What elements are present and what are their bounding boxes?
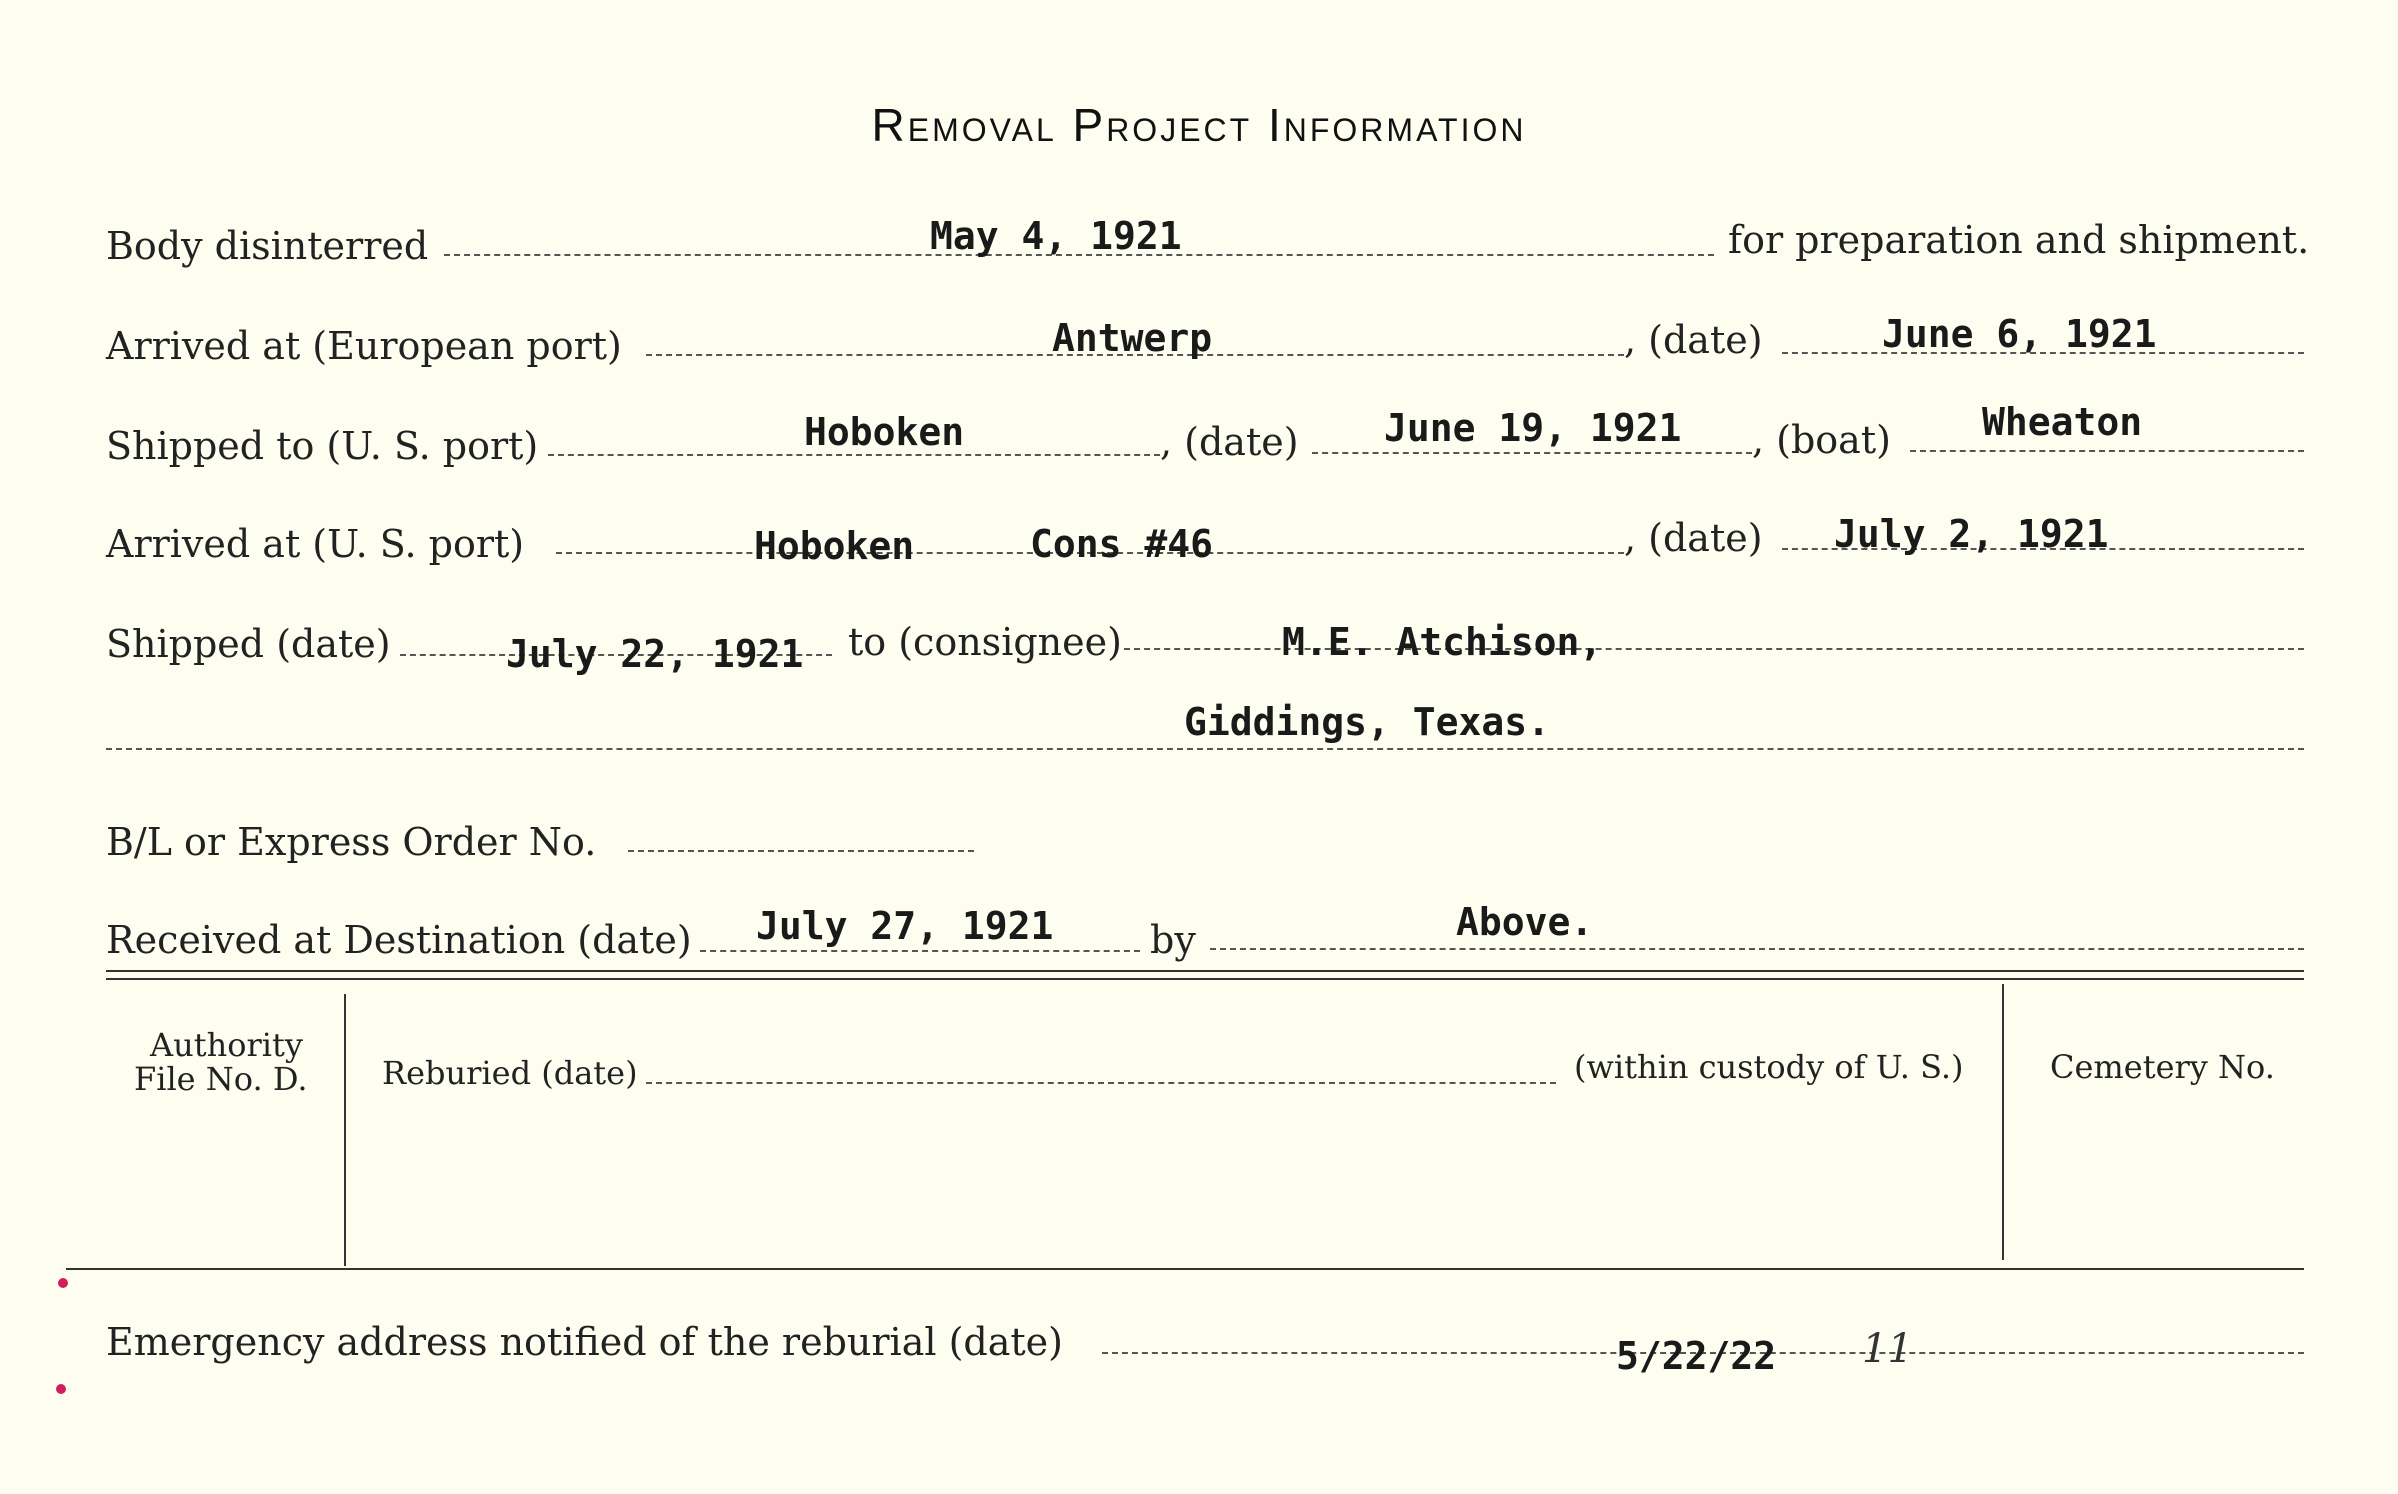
disinterred-value: May 4, 1921 [930,214,1182,258]
card-title: Removal Project Information [871,99,1527,151]
box-bottom-rule [66,1268,2304,1270]
arrived-us-date-value: July 2, 1921 [1834,512,2109,556]
arrived-euro-value: Antwerp [1052,316,1213,360]
received-line [700,950,1140,952]
arrived-euro-date-label: , (date) [1624,318,1763,362]
reburied-label: Reburied (date) [382,1054,638,1092]
box-divider-left [344,994,346,1266]
consignee-line2: Giddings, Texas. [1184,700,1551,744]
received-label: Received at Destination (date) [106,918,692,962]
box-top-rule [106,970,2304,972]
shipped-date-value: July 22, 1921 [506,632,804,676]
authority-label-1: Authority [150,1026,303,1064]
ink-mark [58,1278,68,1288]
emergency-value: 5/22/22 [1616,1334,1777,1378]
received-by-value: Above. [1456,900,1594,944]
shipped-us-boat-line [1910,450,2304,452]
arrived-us-date-label: , (date) [1624,516,1763,560]
disinterred-label: Body disinterred [106,224,429,268]
cemetery-label: Cemetery No. [2050,1048,2275,1086]
arrived-us-cons: Cons #46 [1030,522,1214,566]
bl-label: B/L or Express Order No. [106,820,597,864]
shipped-us-boat-label: , (boat) [1752,418,1891,462]
consignee-line-2 [106,748,2304,750]
shipped-us-label: Shipped to (U. S. port) [106,424,539,468]
received-value: July 27, 1921 [756,904,1054,948]
reburied-line [646,1082,1556,1084]
shipped-us-date-value: June 19, 1921 [1384,406,1682,450]
bl-line [628,850,974,852]
box-top-rule-2 [106,978,2304,980]
shipped-us-value: Hoboken [804,410,965,454]
received-by-line [1210,948,2304,950]
emergency-initials: 11 [1862,1326,1913,1372]
custody-label: (within custody of U. S.) [1574,1048,1964,1086]
shipped-us-date-label: , (date) [1160,420,1299,464]
ink-mark-2 [56,1384,66,1394]
consignee-label: to (consignee) [848,620,1122,664]
emergency-label: Emergency address notified of the reburial (date) [106,1320,1063,1364]
shipped-us-line [548,454,1160,456]
box-divider-right [2002,984,2004,1260]
shipped-date-label: Shipped (date) [106,622,391,666]
shipped-us-boat-value: Wheaton [1982,400,2143,444]
shipped-us-date-line [1312,452,1752,454]
arrived-us-label: Arrived at (U. S. port) [106,522,525,566]
consignee-value: M.E. Atchison, [1282,620,1603,664]
arrived-euro-label: Arrived at (European port) [106,324,622,368]
arrived-euro-date-value: June 6, 1921 [1882,312,2157,356]
received-by-label: by [1150,918,1196,962]
disinterred-suffix: for preparation and shipment. [1728,218,2310,262]
authority-label-2: File No. D. [134,1060,308,1098]
arrived-us-value: Hoboken [754,524,915,568]
